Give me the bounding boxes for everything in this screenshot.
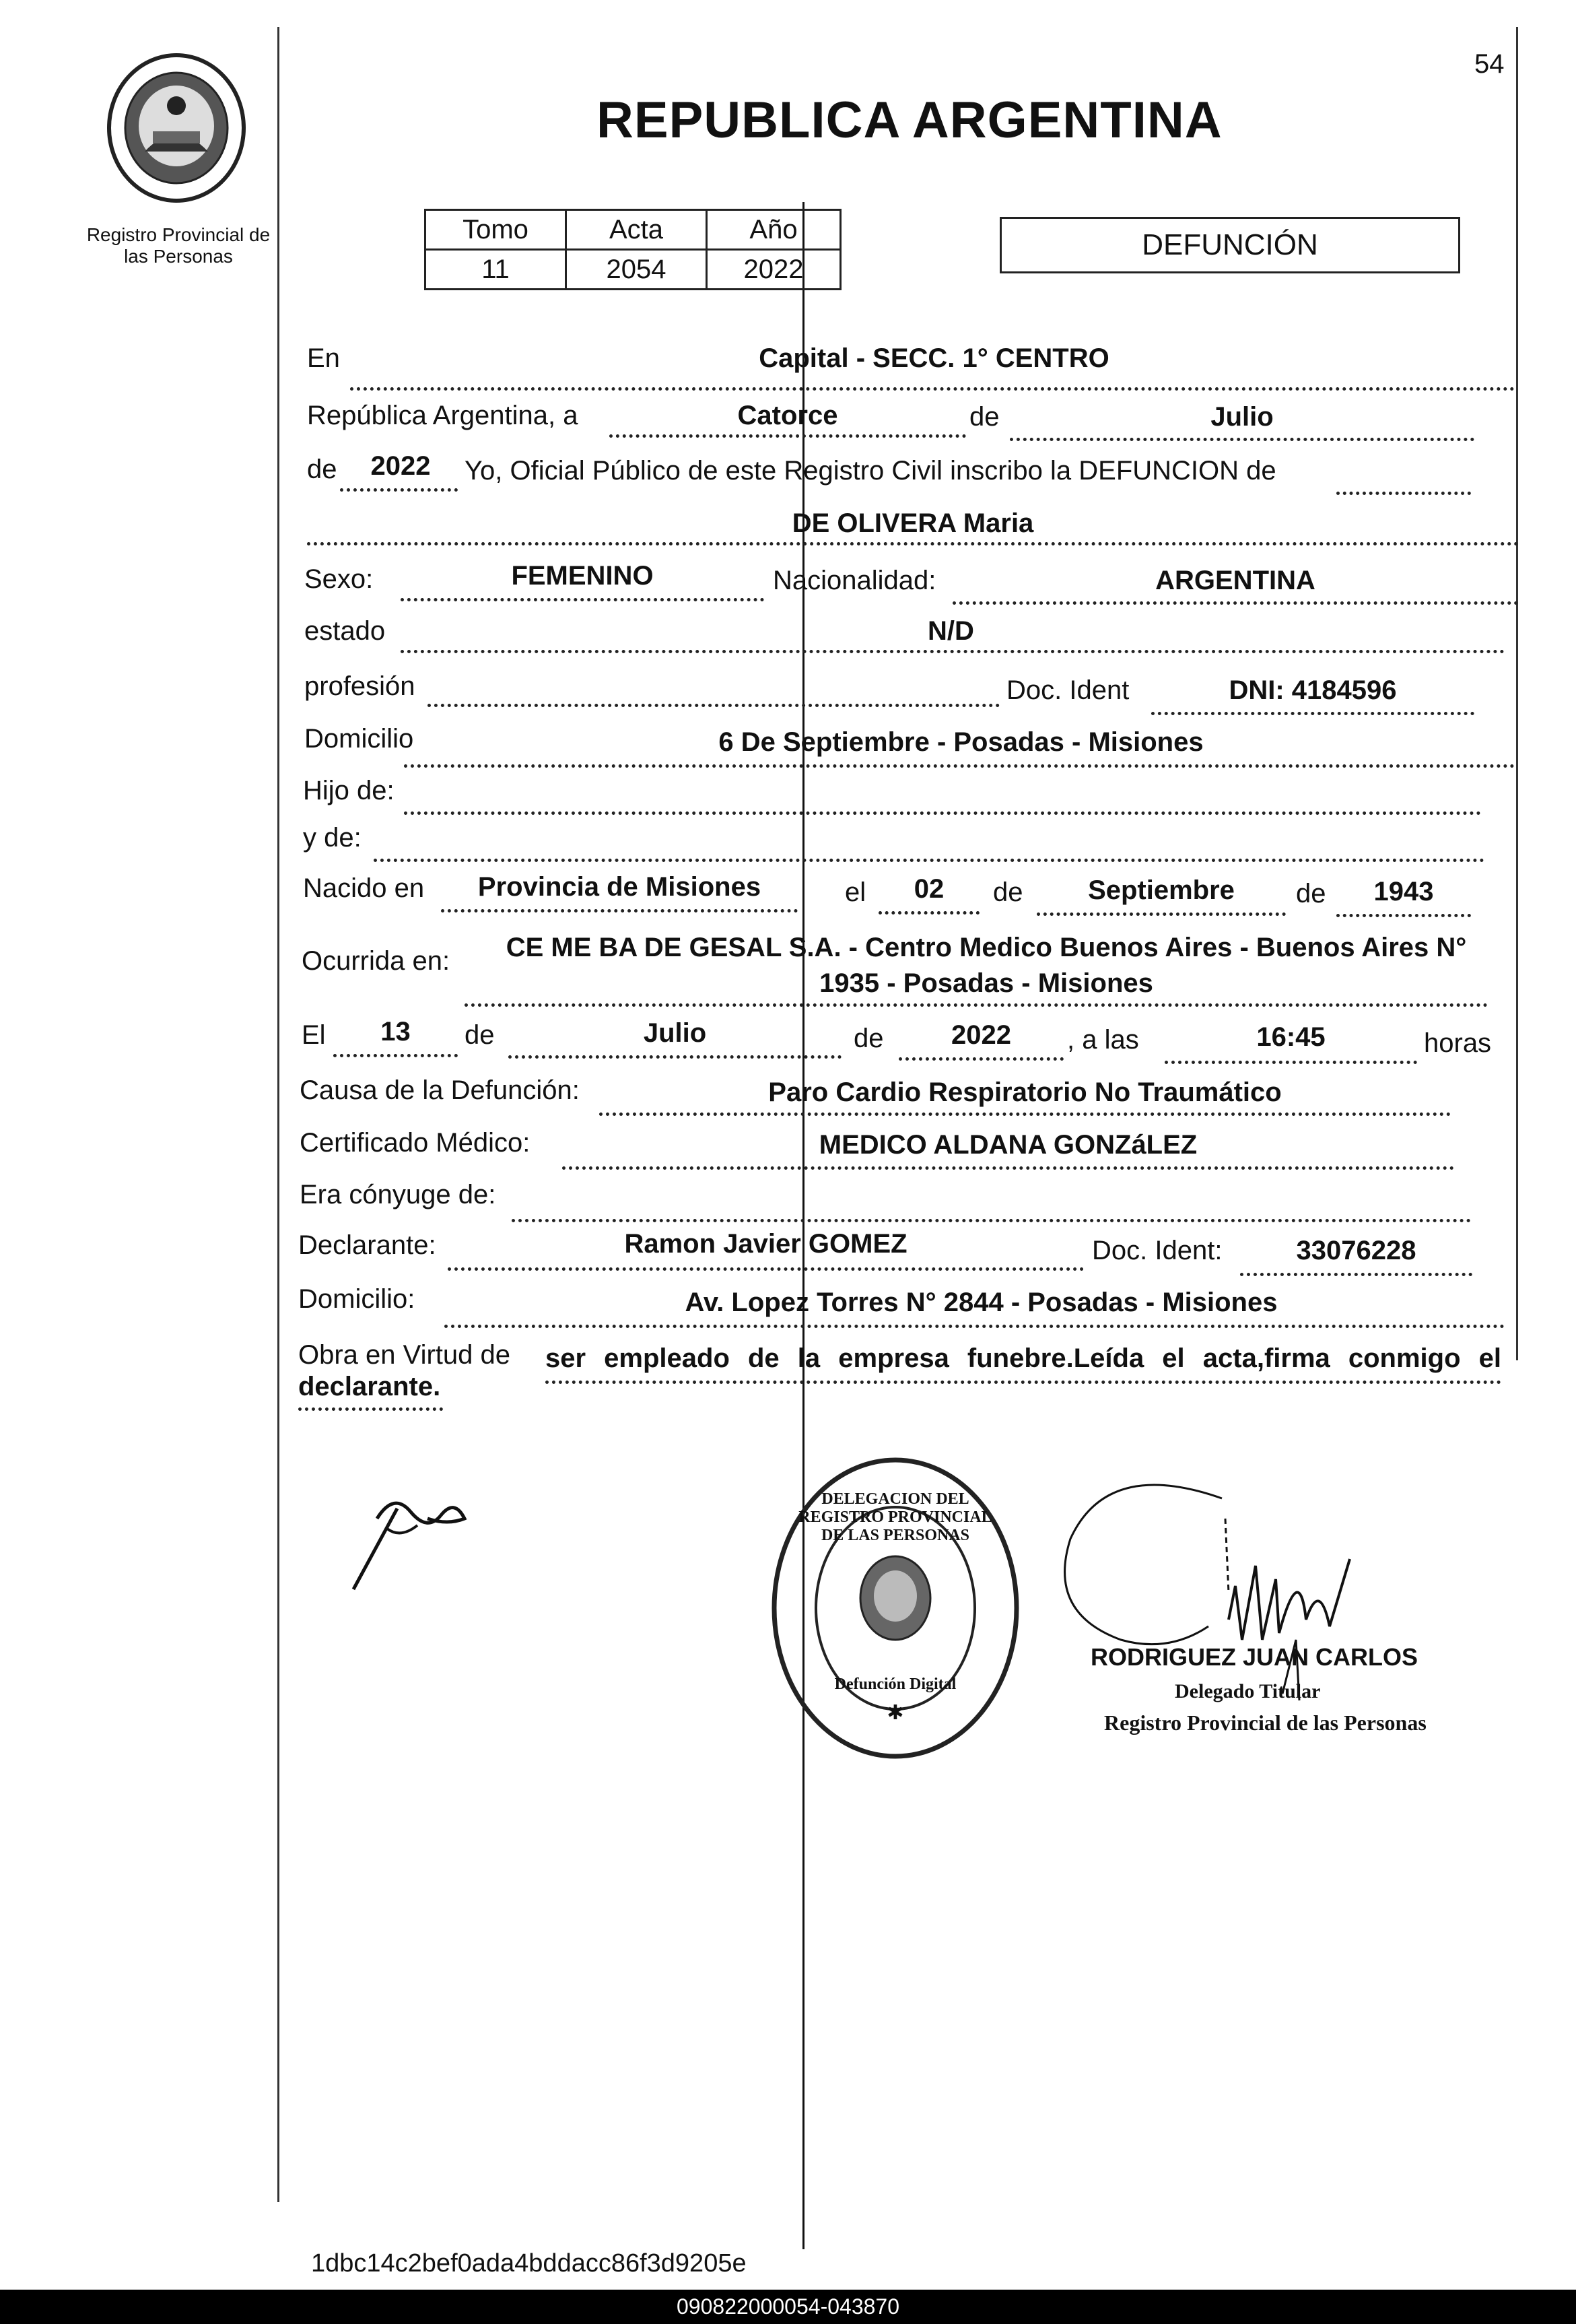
month-text: Julio xyxy=(1210,402,1274,432)
declarante-value: Ramon Javier GOMEZ xyxy=(624,1229,907,1259)
domicilio2-value: Av. Lopez Torres N° 2844 - Posadas - Misiones xyxy=(685,1288,1278,1317)
acta-value: 2054 xyxy=(566,250,707,290)
nacido-mes-line xyxy=(1037,912,1286,916)
officer-line xyxy=(1336,492,1471,495)
nacido-dia: 02 xyxy=(914,874,945,904)
nacido-mes: Septiembre xyxy=(1088,875,1235,905)
conyuge-line xyxy=(512,1219,1471,1222)
ocurrida-line1: CE ME BA DE GESAL S.A. - Centro Medico Buenos Aires - Buenos Aires N° xyxy=(506,933,1467,962)
def-el-label: El xyxy=(302,1020,326,1050)
nacido-lugar-line xyxy=(441,909,798,912)
obra-value-2: declarante. xyxy=(298,1372,441,1401)
registry-name: Registro Provincial de las Personas xyxy=(86,224,271,267)
estado-value: N/D xyxy=(928,616,974,646)
estado-label: estado xyxy=(304,616,386,646)
de-label-1: de xyxy=(969,402,1000,432)
day-line xyxy=(609,434,966,438)
province-seal-logo xyxy=(104,51,249,205)
en-label: En xyxy=(307,343,340,373)
domicilio2-label: Domicilio: xyxy=(298,1284,415,1314)
def-mes-line xyxy=(508,1055,842,1059)
document-code: 090822000054-043870 xyxy=(677,2294,899,2319)
cert-value: MEDICO ALDANA GONZáLEZ xyxy=(819,1130,1198,1160)
def-hora: 16:45 xyxy=(1256,1022,1326,1052)
hijo-label: Hijo de: xyxy=(303,776,395,805)
declarant-signature xyxy=(347,1478,481,1596)
year-value: 2022 xyxy=(370,451,431,481)
nacido-dia-line xyxy=(879,911,980,915)
place-value: Capital - SECC. 1° CENTRO xyxy=(759,343,1109,373)
causa-value: Paro Cardio Respiratorio No Traumático xyxy=(768,1077,1282,1107)
doc2-line xyxy=(1240,1273,1472,1276)
declarante-label: Declarante: xyxy=(298,1230,436,1260)
doc2-value: 33076228 xyxy=(1296,1236,1416,1265)
nacionalidad-value: ARGENTINA xyxy=(1155,566,1315,595)
official-office: Registro Provincial de las Personas xyxy=(1104,1711,1427,1735)
record-type-box: DEFUNCIÓN xyxy=(1000,217,1460,273)
svg-text:✱: ✱ xyxy=(887,1702,904,1724)
nacido-anio: 1943 xyxy=(1373,877,1434,906)
sexo-value: FEMENINO xyxy=(511,561,654,591)
profesion-label: profesión xyxy=(304,671,415,701)
document-hash: 1dbc14c2bef0ada4bddacc86f3d9205e xyxy=(311,2249,747,2278)
alas-label: , a las xyxy=(1067,1025,1139,1055)
stamp-outer-text: DELEGACION DEL REGISTRO PROVINCIAL DE LAS PERSONAS xyxy=(798,1490,992,1544)
def-dia: 13 xyxy=(380,1017,411,1047)
domicilio-line xyxy=(404,764,1515,768)
domicilio-label: Domicilio xyxy=(304,724,414,754)
ocurrida-line xyxy=(465,1003,1488,1007)
page-title: REPUBLICA ARGENTINA xyxy=(596,92,1223,149)
obra-line-2 xyxy=(298,1407,443,1411)
acta-header: Acta xyxy=(566,210,707,250)
month-line xyxy=(1010,438,1474,441)
sexo-label: Sexo: xyxy=(304,564,374,594)
nacido-de-label-2: de xyxy=(1296,879,1326,908)
yde-label: y de: xyxy=(303,823,362,853)
nacionalidad-label: Nacionalidad: xyxy=(773,566,936,595)
doc-label: Doc. Ident xyxy=(1006,675,1130,705)
anio-header: Año xyxy=(707,210,841,250)
nacionalidad-line xyxy=(953,601,1518,605)
right-margin-line xyxy=(1516,27,1518,1360)
obra-label: Obra en Virtud de xyxy=(298,1340,511,1370)
anio-value: 2022 xyxy=(707,250,841,290)
yde-line xyxy=(374,859,1484,862)
footer-bar xyxy=(0,2290,1576,2324)
official-stamp xyxy=(767,1453,1023,1763)
stamp-inner-text: Defunción Digital xyxy=(834,1675,957,1693)
def-mes: Julio xyxy=(643,1018,707,1048)
tomo-value: 11 xyxy=(425,250,566,290)
profesion-line xyxy=(427,704,1000,707)
ocurrida-line2: 1935 - Posadas - Misiones xyxy=(819,968,1153,998)
day-text: Catorce xyxy=(737,401,838,430)
page-number: 54 xyxy=(1474,49,1505,79)
cert-line xyxy=(562,1166,1454,1170)
nacido-de-label-1: de xyxy=(993,877,1023,907)
nacido-label: Nacido en xyxy=(303,873,425,903)
conyuge-label: Era cónyuge de: xyxy=(300,1180,496,1209)
nacido-anio-line xyxy=(1336,914,1471,917)
date-prefix: República Argentina, a xyxy=(307,401,578,430)
ocurrida-label: Ocurrida en: xyxy=(302,946,450,976)
nacido-el-label: el xyxy=(845,877,866,907)
officer-text: Yo, Oficial Público de este Registro Civil inscribo la DEFUNCION de xyxy=(465,456,1276,486)
doc2-label: Doc. Ident: xyxy=(1092,1236,1223,1265)
official-name: RODRIGUEZ JUAN CARLOS xyxy=(1091,1643,1418,1671)
def-dia-line xyxy=(333,1054,458,1057)
domicilio2-line xyxy=(444,1325,1505,1328)
declarante-line xyxy=(448,1267,1084,1271)
official-role: Delegado Titular xyxy=(1175,1680,1321,1702)
record-number-table xyxy=(424,209,842,290)
def-de-label-2: de xyxy=(854,1024,884,1053)
hijo-line xyxy=(404,811,1481,815)
def-anio-line xyxy=(899,1057,1064,1061)
sexo-line xyxy=(401,598,764,601)
left-margin-line xyxy=(277,27,279,2202)
def-anio: 2022 xyxy=(951,1020,1011,1050)
causa-label: Causa de la Defunción: xyxy=(300,1075,580,1105)
name-line xyxy=(307,542,1519,545)
official-signature xyxy=(1033,1465,1437,1788)
obra-value: ser empleado de la empresa funebre.Leída el acta,firma conmigo el xyxy=(545,1343,1501,1373)
def-de-label-1: de xyxy=(465,1020,495,1050)
deceased-name: DE OLIVERA Maria xyxy=(792,508,1034,538)
estado-line xyxy=(401,650,1505,653)
def-hora-line xyxy=(1165,1061,1417,1064)
cert-label: Certificado Médico: xyxy=(300,1128,530,1158)
nacido-lugar: Provincia de Misiones xyxy=(477,872,761,902)
obra-line xyxy=(545,1381,1501,1384)
causa-line xyxy=(599,1113,1451,1116)
horas-label: horas xyxy=(1424,1028,1492,1058)
year-line xyxy=(340,488,458,492)
doc-value: DNI: 4184596 xyxy=(1229,675,1397,705)
place-line xyxy=(350,387,1515,391)
doc-line xyxy=(1151,712,1474,715)
tomo-header: Tomo xyxy=(425,210,566,250)
domicilio-value: 6 De Septiembre - Posadas - Misiones xyxy=(718,727,1204,757)
de-label-2: de xyxy=(307,455,337,484)
